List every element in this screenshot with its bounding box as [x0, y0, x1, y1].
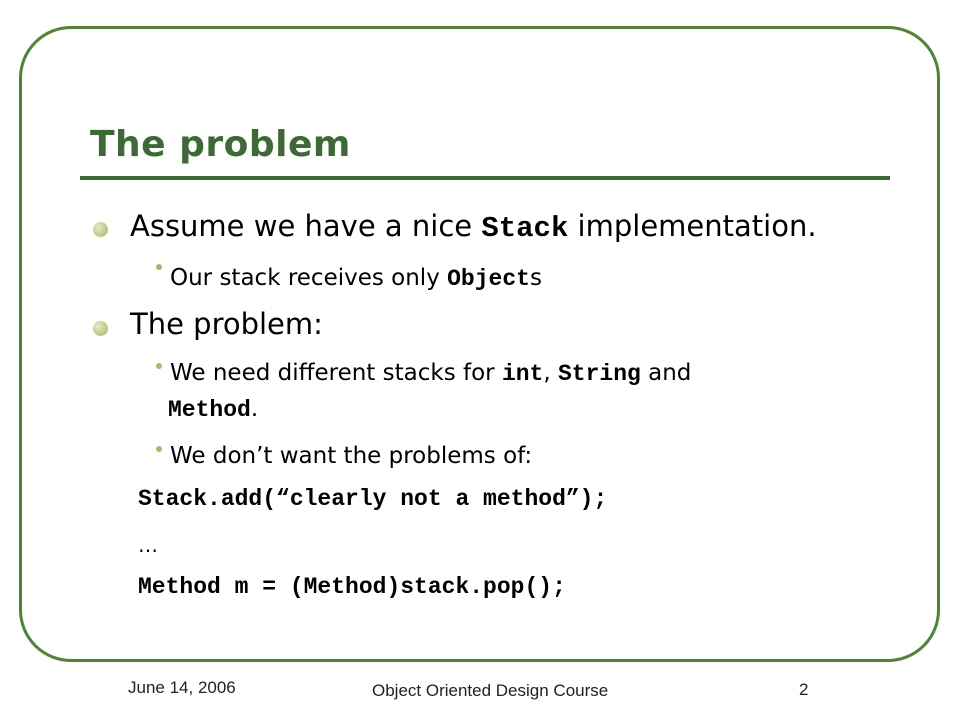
- title-underline: [80, 176, 890, 180]
- sub-bullet-icon: [156, 264, 162, 270]
- bullet-text: implementation.: [568, 209, 817, 243]
- code-term: Method: [168, 397, 251, 423]
- bullet-assume-stack: [130, 209, 817, 245]
- sub-bullet-different-stacks: [170, 360, 691, 387]
- code-line-pop: Method m = (Method)stack.pop();: [138, 574, 566, 600]
- slide-frame: [19, 26, 940, 662]
- code-line-add: Stack.add(“clearly not a method”);: [138, 486, 608, 512]
- footer-date: June 14, 2006: [128, 678, 236, 697]
- sub-bullet-dont-want: We don’t want the problems of:: [170, 443, 533, 469]
- bullet-icon: [93, 321, 108, 336]
- footer-course: Object Oriented Design Course: [372, 681, 609, 700]
- sub-bullet-different-stacks-cont: [168, 396, 258, 423]
- sub-bullet-icon: [156, 363, 162, 369]
- bullet-text: ,: [543, 360, 558, 386]
- code-term: Stack: [481, 212, 569, 245]
- sub-bullet-objects: [170, 265, 542, 292]
- bullet-text: s: [529, 265, 542, 291]
- bullet-text: and: [640, 360, 692, 386]
- sub-bullet-icon: [156, 446, 162, 452]
- code-term: int: [501, 361, 544, 387]
- slide-title: The problem: [90, 124, 351, 165]
- code-term: Object: [447, 266, 530, 292]
- bullet-the-problem: The problem:: [130, 307, 323, 341]
- code-term: String: [557, 361, 641, 387]
- bullet-text: Assume we have a nice: [130, 209, 482, 243]
- bullet-text: We need different stacks for: [170, 360, 502, 386]
- code-ellipsis: …: [138, 533, 158, 557]
- bullet-icon: [93, 222, 108, 237]
- footer-page-number: 2: [799, 680, 809, 699]
- bullet-text: .: [250, 396, 259, 422]
- bullet-text: Our stack receives only: [170, 265, 448, 291]
